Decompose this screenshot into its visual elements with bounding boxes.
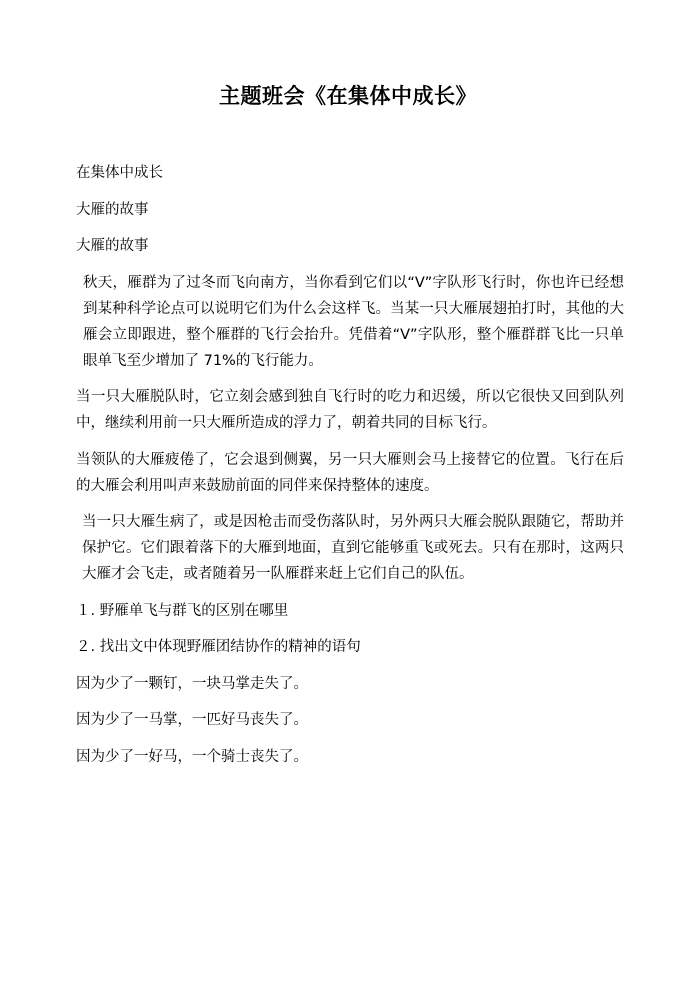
document-title: 主题班会《在集体中成长》	[219, 83, 477, 108]
story-heading-repeat: 大雁的故事	[76, 238, 149, 254]
question-1: １. 野雁单飞与群飞的区别在哪里	[76, 602, 289, 619]
saying-line-3: 因为少了一好马，一个骑士丧失了。	[76, 748, 308, 765]
document-body	[76, 160, 624, 780]
paragraph-3: 当领队的大雁疲倦了，它会退到侧翼，另一只大雁则会马上接替它的位置。飞行在后的大雁会利用叫声来鼓励前面的同伴来保持整体的速度。	[76, 451, 624, 494]
saying-line-2: 因为少了一马掌，一匹好马丧失了。	[76, 712, 308, 728]
story-heading: 大雁的故事	[76, 201, 149, 218]
paragraph-2: 当一只大雁脱队时，它立刻会感到独自飞行时的吃力和迟缓，所以它很快又回到队列中，继续利用前一只大雁所造成的浮力了，朝着共同的目标飞行。	[76, 389, 624, 431]
paragraph-4: 当一只大雁生病了，或是因枪击而受伤落队时，另外两只大雁会脱队跟随它，帮助并保护它。它们跟着落下的大雁到地面，直到它能够重飞或死去。只有在那时，这两只大雁才会飞走，或者随着另一队雁群来赶上它们自己的队伍。	[82, 514, 624, 582]
saying-line-1: 因为少了一颗钉，一块马掌走失了。	[76, 675, 308, 692]
question-2: ２. 找出文中体现野雁团结协作的精神的语句	[76, 639, 361, 655]
paragraph-1: 秋天，雁群为了过冬而飞向南方，当你看到它们以“V”字队形飞行时，你也许已经想到某种科学论点可以说明它们为什么会这样飞。当某一只大雁展翅拍打时，其他的大雁会立即跟进，整个雁群的飞行会抬升。凭借着“V”字队形，整个雁群群飞比一只单眼单飞至少增加了 71%的飞行能力。	[83, 274, 624, 369]
subtitle-line: 在集体中成长	[76, 165, 163, 181]
